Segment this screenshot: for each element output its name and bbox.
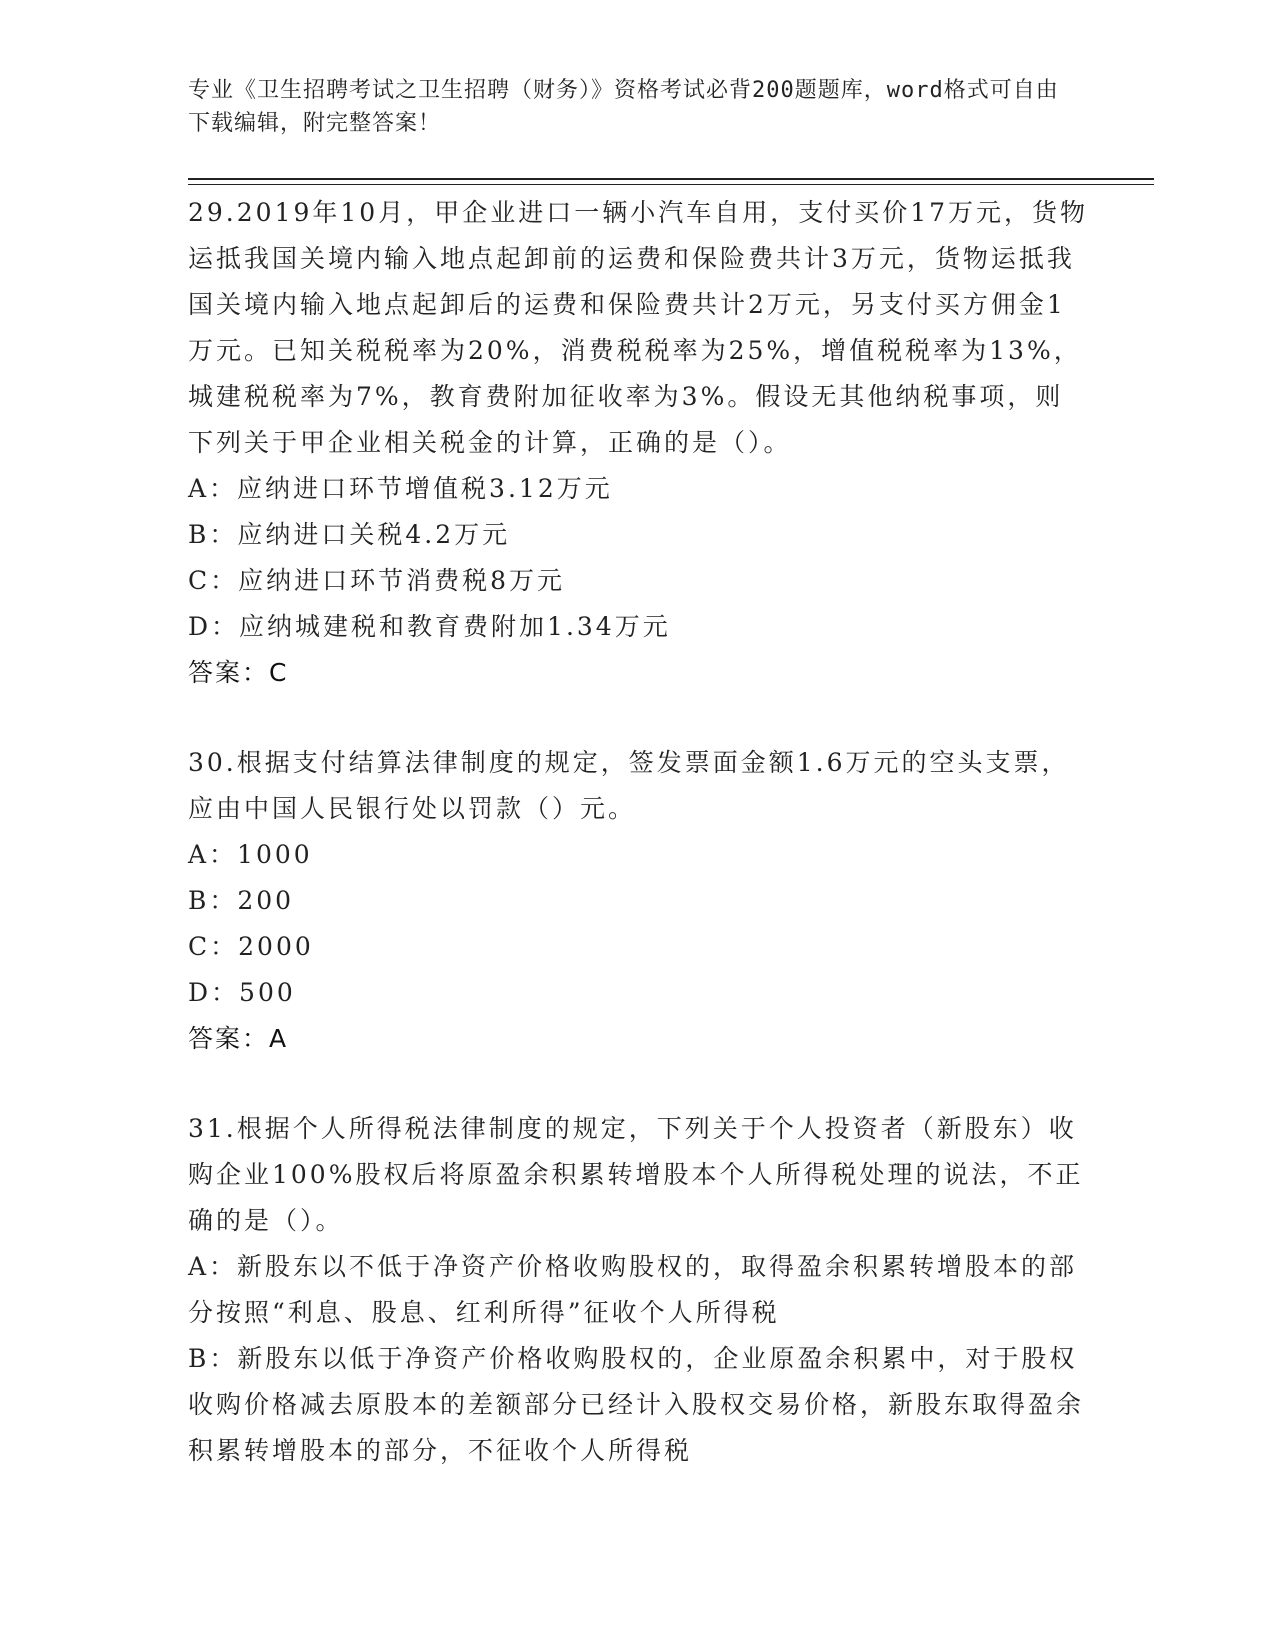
question-29 [188, 190, 1088, 696]
option-b: B：新股东以低于净资产价格收购股权的，企业原盈余积累中，对于股权收购价格减去原股本的差额部分已经计入股权交易价格，新股东取得盈余积累转增股本的部分，不征收个人所得税 [188, 1344, 1085, 1465]
answer-line: 答案：A [188, 1024, 289, 1053]
option-b: B：应纳进口关税4.2万元 [188, 520, 511, 549]
option-b: B：200 [188, 886, 295, 915]
option-a: A：1000 [188, 840, 313, 869]
option-c: C：应纳进口环节消费税8万元 [188, 566, 566, 595]
option-d: D：500 [188, 978, 296, 1007]
question-list [188, 190, 1088, 1474]
answer-line: 答案：C [188, 658, 289, 687]
header-divider-thin [188, 184, 1154, 185]
header-divider-thick [188, 178, 1154, 180]
question-gap [188, 1062, 1088, 1106]
question-30 [188, 740, 1088, 1062]
option-a: A：应纳进口环节增值税3.12万元 [188, 474, 613, 503]
question-31 [188, 1106, 1088, 1474]
question-stem: 30.根据支付结算法律制度的规定，签发票面金额1.6万元的空头支票，应由中国人民银行处以罚款（）元。 [188, 748, 1070, 823]
option-d: D：应纳城建税和教育费附加1.34万元 [188, 612, 671, 641]
document-header: 专业《卫生招聘考试之卫生招聘（财务）》资格考试必背200题题库，word格式可自由下载编辑，附完整答案！ [188, 78, 1059, 136]
question-stem: 31.根据个人所得税法律制度的规定，下列关于个人投资者（新股东）收购企业100%股权后将原盈余积累转增股本个人所得税处理的说法，不正确的是（）。 [188, 1114, 1084, 1235]
option-c: C：2000 [188, 932, 314, 961]
option-a: A：新股东以不低于净资产价格收购股权的，取得盈余积累转增股本的部分按照“利息、股息、红利所得”征收个人所得税 [188, 1252, 1078, 1327]
question-stem: 29.2019年10月，甲企业进口一辆小汽车自用，支付买价17万元，货物运抵我国关境内输入地点起卸前的运费和保险费共计3万元，货物运抵我国关境内输入地点起卸后的运费和保险费共计2万元，另支付买方佣金1万元。已知关税税率为20%，消费税税率为25%，增值税税率为13%，城建税税率为7%，教育费附加征收率为3%。假设无其他纳税事项，则下列关于甲企业相关税金的计算，正确的是（）。 [188, 198, 1089, 457]
question-gap [188, 696, 1088, 740]
